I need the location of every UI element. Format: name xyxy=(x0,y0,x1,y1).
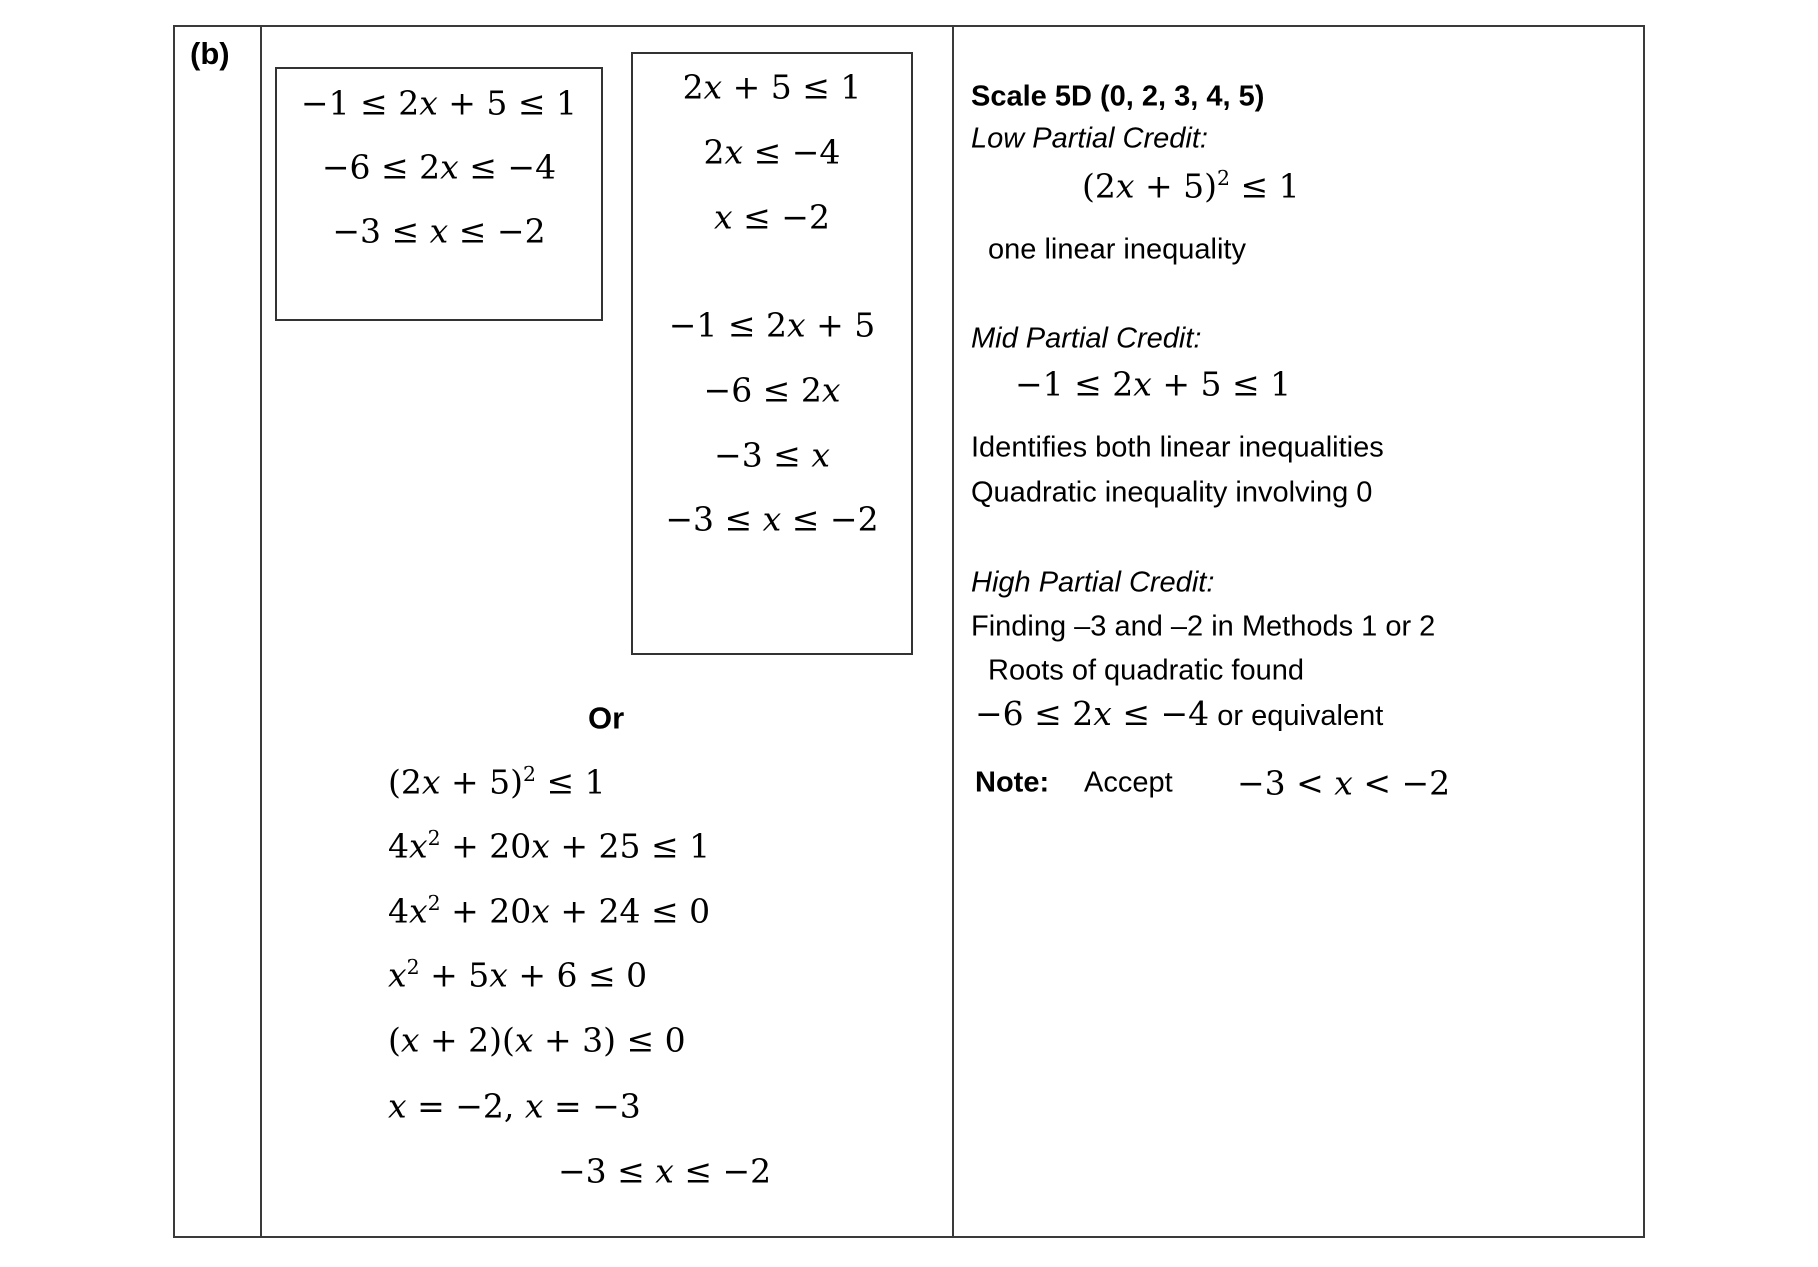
method-1-line-1: −1 ≤ 2𝑥 + 5 ≤ 1 xyxy=(300,83,578,123)
quadratic-line-3: 4𝑥$^2$ + 20𝑥 + 24 ≤ 0 xyxy=(388,890,711,931)
high-credit-item-1: Finding –3 and –2 in Methods 1 or 2 xyxy=(971,610,1436,643)
method-1-line-2: −6 ≤ 2𝑥 ≤ −4 xyxy=(321,147,557,187)
low-credit-formula: (2𝑥 + 5)$^2$ ≤ 1 xyxy=(1082,165,1300,206)
method-2-line-3: 𝑥 ≤ −2 xyxy=(714,197,830,237)
method-2-line-2: 2𝑥 ≤ −4 xyxy=(703,132,841,172)
high-credit-item-3 xyxy=(975,694,1384,733)
high-credit-heading: High Partial Credit: xyxy=(971,566,1215,599)
scale-title: Scale 5D (0, 2, 3, 4, 5) xyxy=(971,80,1265,113)
method-2-line-7: −3 ≤ 𝑥 ≤ −2 xyxy=(665,499,879,539)
method-2-line-1: 2𝑥 + 5 ≤ 1 xyxy=(682,67,862,107)
method-2-line-6: −3 ≤ 𝑥 xyxy=(714,435,830,475)
note-text: Accept xyxy=(1084,766,1173,799)
low-credit-heading: Low Partial Credit: xyxy=(971,122,1208,155)
quadratic-line-1: (2𝑥 + 5)$^2$ ≤ 1 xyxy=(388,761,606,802)
low-credit-item-1: one linear inequality xyxy=(988,233,1246,266)
label-column-divider xyxy=(260,25,262,1238)
high-credit-formula-suffix: or equivalent xyxy=(1209,700,1384,732)
method-2-line-4: −1 ≤ 2𝑥 + 5 xyxy=(668,305,876,345)
note-formula: −3 < 𝑥 < −2 xyxy=(1237,763,1451,803)
high-credit-formula: −6 ≤ 2𝑥 ≤ −4 xyxy=(975,694,1210,733)
mid-credit-formula: −1 ≤ 2𝑥 + 5 ≤ 1 xyxy=(1015,364,1292,404)
quadratic-conclusion: −3 ≤ 𝑥 ≤ −2 xyxy=(558,1151,772,1191)
solution-column-divider xyxy=(952,25,954,1238)
method-2-line-5: −6 ≤ 2𝑥 xyxy=(703,370,841,410)
quadratic-line-5: (𝑥 + 2)(𝑥 + 3) ≤ 0 xyxy=(388,1020,686,1060)
or-separator: Or xyxy=(588,700,625,736)
mid-credit-heading: Mid Partial Credit: xyxy=(971,322,1202,355)
mid-credit-item-2: Quadratic inequality involving 0 xyxy=(971,476,1373,509)
quadratic-line-4: 𝑥$^2$ + 5𝑥 + 6 ≤ 0 xyxy=(388,954,648,995)
quadratic-line-2: 4𝑥$^2$ + 20𝑥 + 25 ≤ 1 xyxy=(388,825,711,866)
quadratic-line-6: 𝑥 = −2, 𝑥 = −3 xyxy=(388,1086,641,1126)
mid-credit-item-1: Identifies both linear inequalities xyxy=(971,431,1384,464)
method-1-line-3: −3 ≤ 𝑥 ≤ −2 xyxy=(332,211,546,251)
note-label: Note: xyxy=(975,766,1050,799)
part-label: (b) xyxy=(190,36,230,71)
high-credit-item-2: Roots of quadratic found xyxy=(988,654,1304,687)
